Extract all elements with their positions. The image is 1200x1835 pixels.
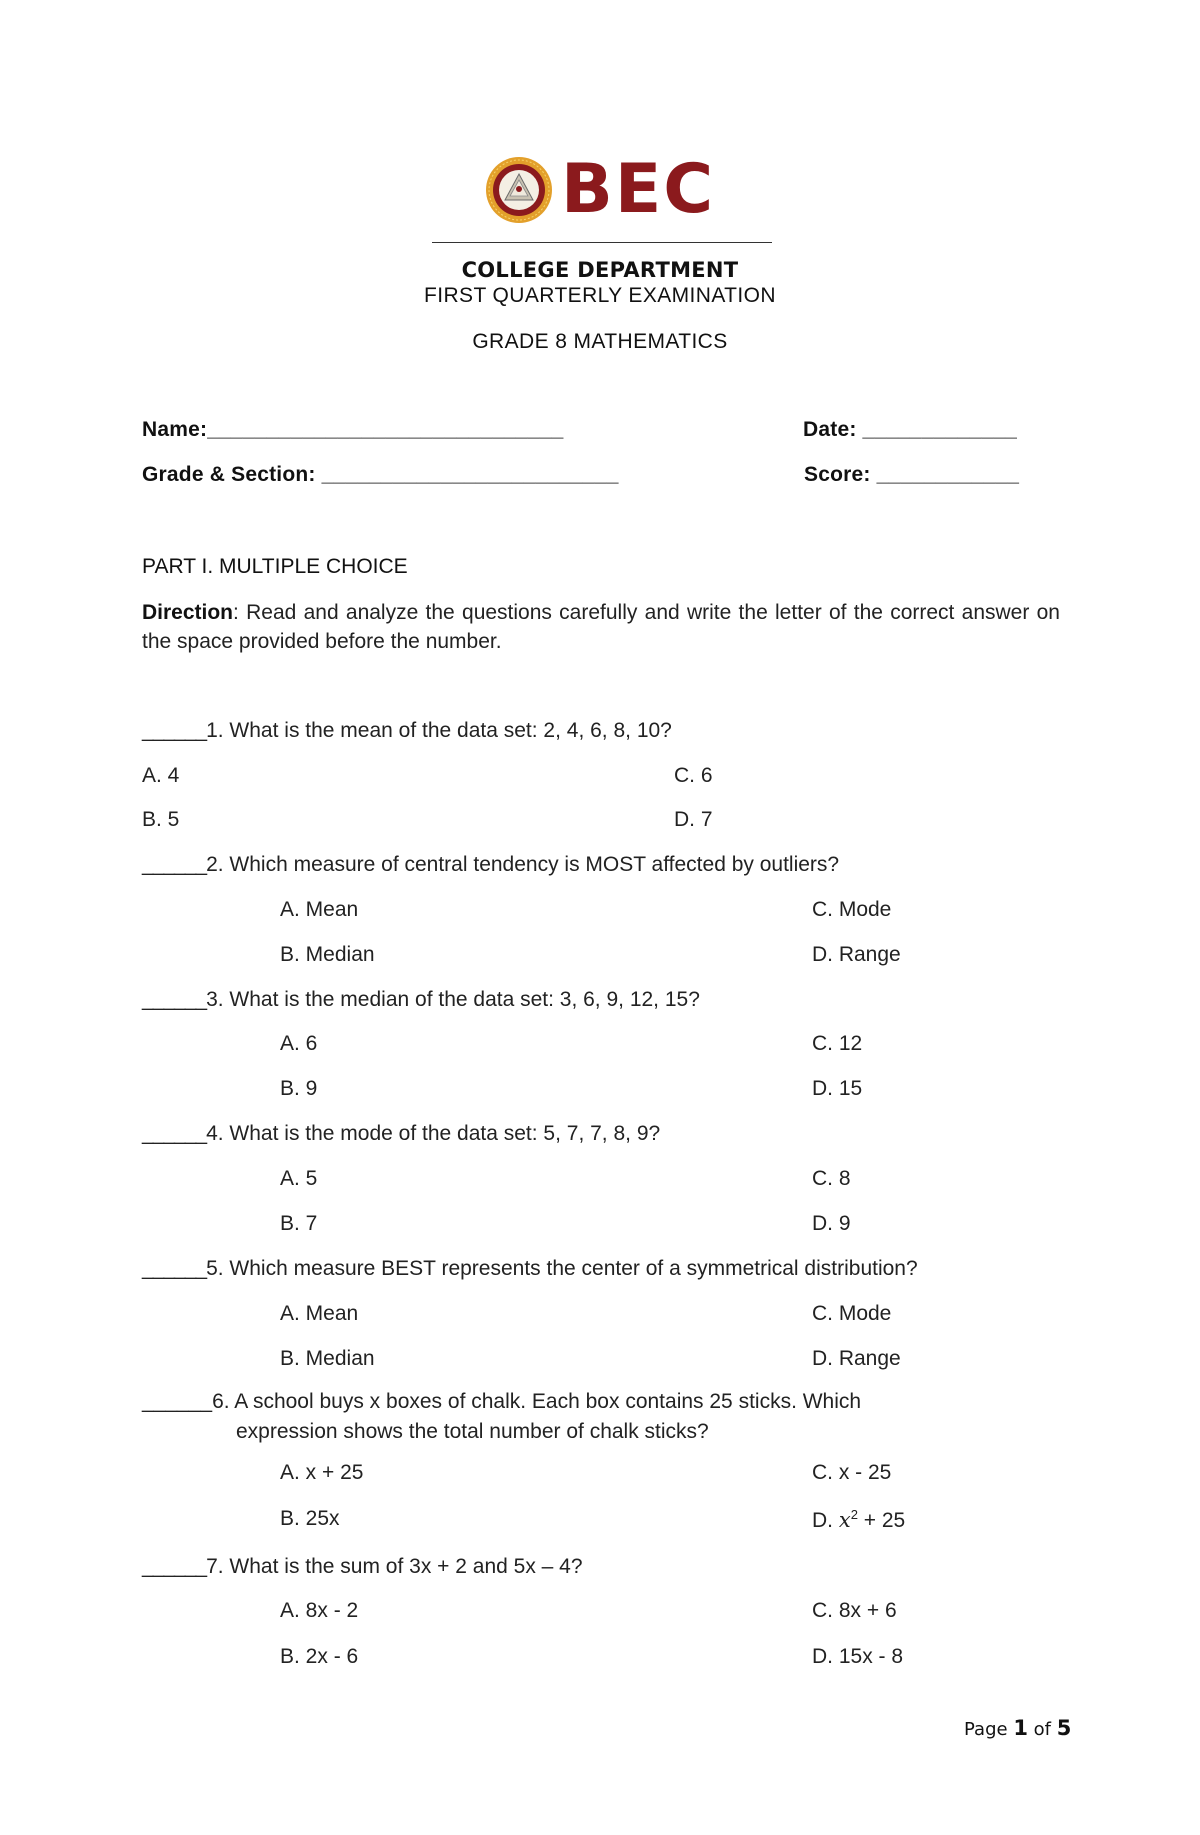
header-divider bbox=[432, 242, 772, 243]
question-text: 3. What is the median of the data set: 3, 6, 9, 12, 15? bbox=[206, 988, 700, 1011]
option-d: D. 15x - 8 bbox=[812, 1645, 904, 1668]
option-a: A. Mean bbox=[280, 898, 359, 921]
option-a: A. 8x - 2 bbox=[280, 1599, 359, 1622]
option-d: D. 7 bbox=[674, 808, 713, 831]
grade-section-field[interactable]: Grade & Section: _________________________ bbox=[142, 463, 619, 486]
of-label: of bbox=[1033, 1719, 1052, 1740]
question-text: 5. Which measure BEST represents the center of a symmetrical distribution? bbox=[206, 1257, 918, 1280]
exam-title: FIRST QUARTERLY EXAMINATION bbox=[424, 284, 776, 307]
question-5 bbox=[142, 1257, 918, 1281]
option-b: B. Median bbox=[280, 1347, 375, 1370]
answer-blank[interactable]: ______ bbox=[142, 853, 207, 876]
option-d: D. Range bbox=[812, 1347, 901, 1370]
option-c: C. Mode bbox=[812, 1302, 892, 1325]
score-field[interactable]: Score: ____________ bbox=[804, 463, 1020, 486]
option-a: A. x + 25 bbox=[280, 1461, 364, 1484]
option-d-prefix: D. bbox=[812, 1509, 839, 1532]
option-b: B. 2x - 6 bbox=[280, 1645, 359, 1668]
question-text: 2. Which measure of central tendency is MOST affected by outliers? bbox=[206, 853, 840, 876]
question-2 bbox=[142, 853, 839, 877]
option-b: B. 9 bbox=[280, 1077, 318, 1100]
question-text-continued: expression shows the total number of chalk sticks? bbox=[236, 1420, 709, 1443]
option-d: D. 15 bbox=[812, 1077, 863, 1100]
option-d-variable: x bbox=[838, 1508, 851, 1532]
question-7 bbox=[142, 1555, 583, 1579]
answer-blank[interactable]: ______ bbox=[142, 1555, 207, 1578]
answer-blank[interactable]: ______ bbox=[142, 1390, 213, 1413]
option-a: A. Mean bbox=[280, 1302, 359, 1325]
answer-blank[interactable]: ______ bbox=[142, 1257, 207, 1280]
subject-title: GRADE 8 MATHEMATICS bbox=[472, 330, 728, 353]
question-text: 7. What is the sum of 3x + 2 and 5x – 4? bbox=[206, 1555, 583, 1578]
question-3 bbox=[142, 988, 700, 1012]
answer-blank[interactable]: ______ bbox=[142, 719, 207, 742]
option-c: C. 8x + 6 bbox=[812, 1599, 897, 1622]
option-c: C. 8 bbox=[812, 1167, 851, 1190]
option-b: B. 25x bbox=[280, 1507, 340, 1530]
option-a: A. 6 bbox=[280, 1032, 318, 1055]
page-label: Page bbox=[964, 1719, 1008, 1740]
question-1 bbox=[142, 719, 672, 743]
direction-text bbox=[142, 598, 1060, 656]
question-4 bbox=[142, 1122, 660, 1146]
answer-blank[interactable]: ______ bbox=[142, 1122, 207, 1145]
date-field[interactable]: Date: _____________ bbox=[803, 418, 1017, 441]
option-b: B. Median bbox=[280, 943, 375, 966]
option-b: B. 5 bbox=[142, 808, 180, 831]
direction-label: Direction bbox=[142, 601, 234, 624]
total-pages: 5 bbox=[1056, 1716, 1072, 1740]
option-d-exponent: 2 bbox=[850, 1507, 858, 1522]
logo-text: BEC bbox=[561, 150, 716, 229]
option-d: D. Range bbox=[812, 943, 901, 966]
current-page: 1 bbox=[1013, 1716, 1028, 1740]
school-seal-icon bbox=[485, 156, 553, 224]
option-c: C. 6 bbox=[674, 764, 713, 787]
option-b: B. 7 bbox=[280, 1212, 318, 1235]
option-d: D. 9 bbox=[812, 1212, 851, 1235]
option-a: A. 4 bbox=[142, 764, 180, 787]
school-logo bbox=[485, 150, 715, 230]
option-a: A. 5 bbox=[280, 1167, 318, 1190]
option-c: C. 12 bbox=[812, 1032, 863, 1055]
part-title: PART I. MULTIPLE CHOICE bbox=[142, 555, 408, 578]
question-text: 6. A school buys x boxes of chalk. Each box contains 25 sticks. Which bbox=[212, 1390, 862, 1413]
name-field[interactable]: Name:______________________________ bbox=[142, 418, 564, 441]
option-d bbox=[812, 1507, 905, 1533]
option-c: C. x - 25 bbox=[812, 1461, 892, 1484]
question-text: 4. What is the mode of the data set: 5, 7, 7, 8, 9? bbox=[206, 1122, 661, 1145]
option-c: C. Mode bbox=[812, 898, 892, 921]
option-d-suffix: + 25 bbox=[857, 1509, 906, 1532]
answer-blank[interactable]: ______ bbox=[142, 988, 207, 1011]
question-6 bbox=[142, 1387, 861, 1447]
direction-body: : Read and analyze the questions carefully and write the letter of the correct answer on the space provided before the number. bbox=[142, 601, 1060, 653]
department-title: COLLEGE DEPARTMENT bbox=[461, 258, 739, 282]
question-text: 1. What is the mean of the data set: 2, 4, 6, 8, 10? bbox=[206, 719, 672, 742]
page-number bbox=[964, 1716, 1071, 1740]
